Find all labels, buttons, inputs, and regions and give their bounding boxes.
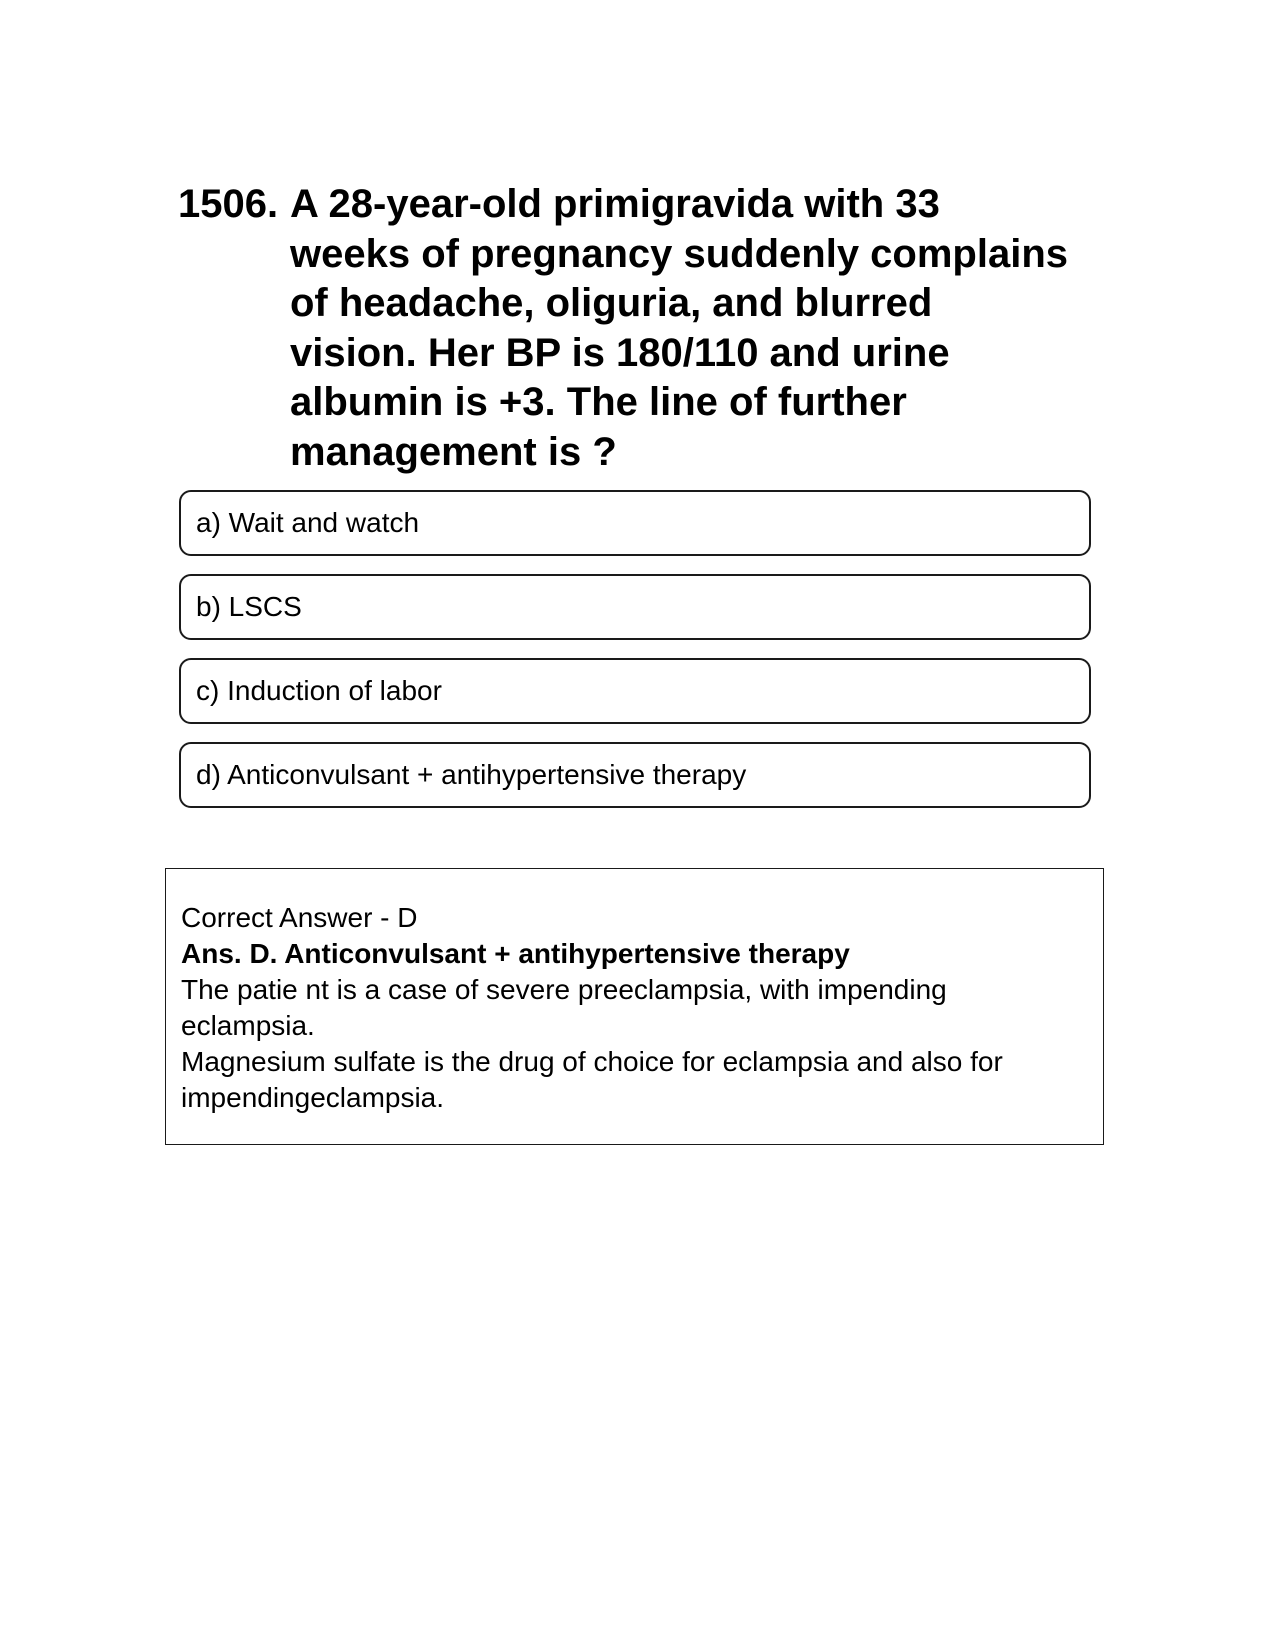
- option-b[interactable]: b) LSCS: [179, 574, 1091, 640]
- question-number: 1506.: [178, 182, 279, 226]
- option-a[interactable]: a) Wait and watch: [179, 490, 1091, 556]
- option-d[interactable]: d) Anticonvulsant + antihypertensive therapy: [179, 742, 1091, 808]
- explanation-paragraph: The patie nt is a case of severe preeclampsia, with impending eclampsia.: [181, 974, 947, 1041]
- correct-answer-line: Correct Answer - D: [181, 902, 418, 933]
- option-c[interactable]: c) Induction of labor: [179, 658, 1091, 724]
- answer-explanation-box: [165, 868, 1104, 1145]
- question-text: A 28-year-old primigravida with 33 weeks of pregnancy suddenly complains of headache, oliguria, and blurred vision. Her BP is 180/110 and urine albumin is +3. The line of further management is ?: [290, 182, 1069, 474]
- explanation-paragraph-2: Magnesium sulfate is the drug of choice for eclampsia and also for impendingeclampsia.: [181, 1046, 1003, 1113]
- answer-heading: Ans. D. Anticonvulsant + antihypertensive therapy: [181, 938, 850, 969]
